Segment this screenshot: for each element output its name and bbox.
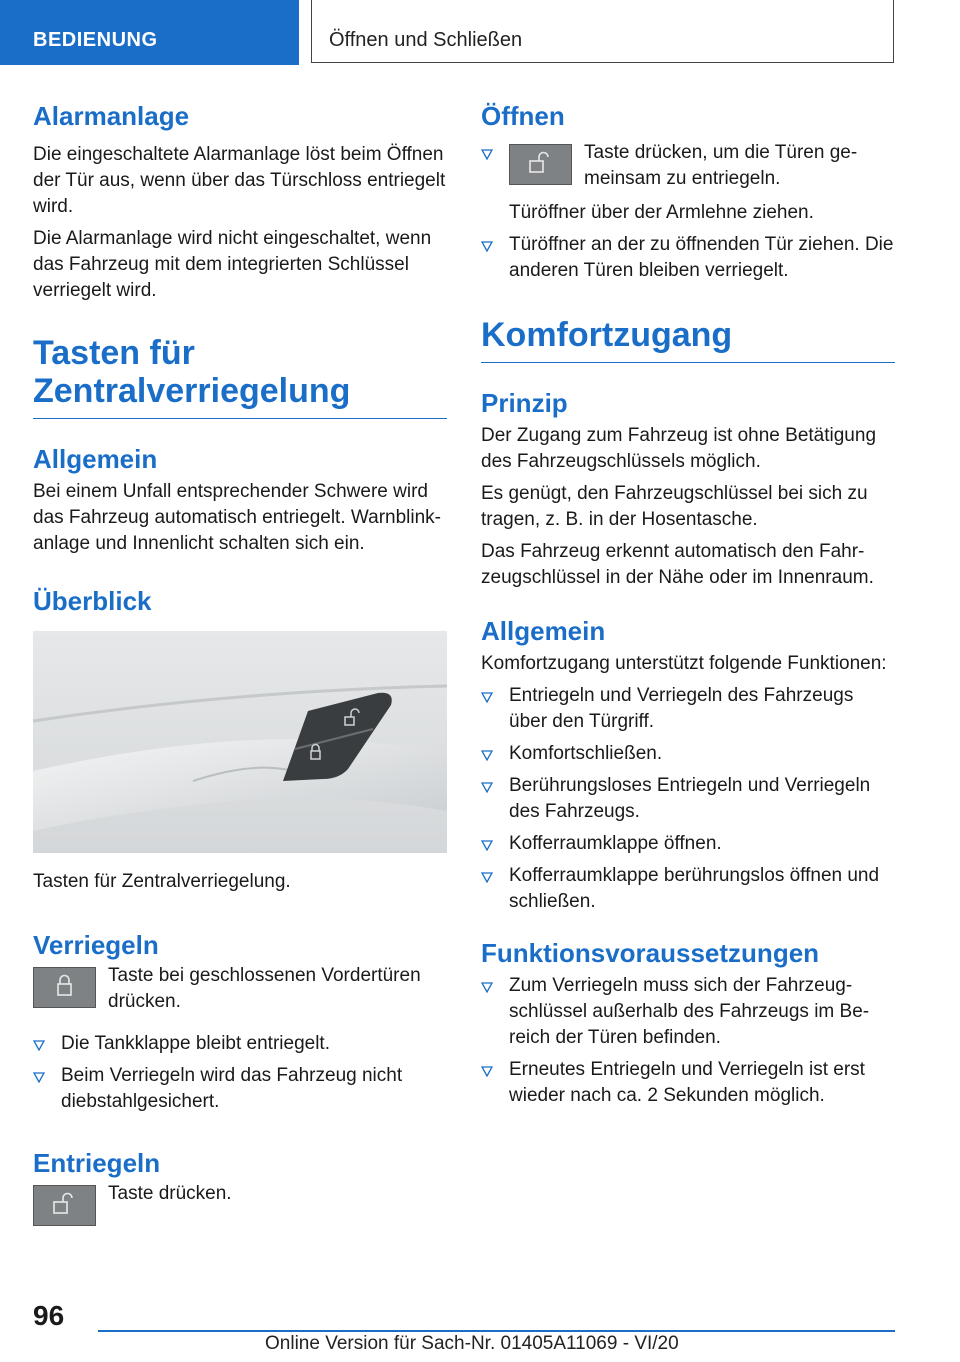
list-item: Komfortschließen.: [481, 741, 895, 767]
triangle-bullet-icon: [481, 871, 493, 883]
tasten-heading: [33, 334, 447, 419]
allgemein-heading-left: Allgemein: [33, 444, 158, 474]
verriegeln-block: [33, 963, 447, 1015]
verriegeln-paragraph: Taste bei geschlossenen Vordertüren drücken.: [108, 965, 421, 1012]
ueberblick-heading: Überblick: [33, 586, 152, 616]
unlock-icon: [510, 145, 571, 184]
prinzip-paragraph-3: Das Fahrzeug erkennt automatisch den Fahrzeugschlüssel in der Nähe oder im Innenraum.: [481, 541, 874, 588]
entriegeln-heading: Entriegeln: [33, 1148, 161, 1178]
komfort-heading: Komfortzugang: [481, 316, 895, 363]
header-section-tab: [0, 0, 299, 65]
oeffnen-heading: Öffnen: [481, 101, 565, 131]
unlock-icon: [34, 1186, 95, 1225]
header-chapter-label: Öffnen und Schließen: [329, 29, 523, 51]
list-item: [481, 140, 895, 226]
triangle-bullet-icon: [481, 981, 493, 993]
allgemein-heading-right: Allgemein: [481, 616, 606, 646]
header-chapter-box: [311, 0, 894, 63]
alarm-heading: Alarmanlage: [33, 101, 190, 131]
lock-icon: [34, 968, 95, 1007]
triangle-bullet-icon: [481, 749, 493, 761]
list-item: Kofferraumklappe berührungslos öffnen und schließen.: [481, 863, 895, 915]
triangle-bullet-icon: [481, 839, 493, 851]
tasten-heading-line2: Zentralverriegelung: [33, 372, 351, 410]
alarm-paragraph-1: Die eingeschaltete Alarmanlage löst beim Öffnen der Tür aus, wenn über das Türschloss entriegelt wird.: [33, 144, 446, 217]
left-column: [33, 100, 447, 1233]
triangle-bullet-icon: [481, 1065, 493, 1077]
verriegeln-heading: Verriegeln: [33, 930, 159, 960]
alarm-paragraph-2: Die Alarmanlage wird nicht eingeschaltet, wenn das Fahrzeug mit dem integrierten Schlüssel verriegelt wird.: [33, 228, 432, 301]
photo-caption: Tasten für Zentralverriegelung.: [33, 871, 291, 892]
allgemein-paragraph-right: Komfortzugang unterstützt folgende Funktionen:: [481, 653, 887, 674]
footer-divider: [98, 1330, 895, 1332]
oeffnen-bullet-1: Taste drücken, um die Türen gemeinsam zu entriegeln.: [584, 142, 858, 189]
allgemein-paragraph-left: Bei einem Unfall entsprechender Schwere wird das Fahrzeug automatisch entriegelt. Warnblinkanlage und Innenlicht schalten sich ein.: [33, 481, 441, 554]
triangle-bullet-icon: [481, 148, 493, 160]
list-item: Kofferraumklappe öffnen.: [481, 831, 895, 857]
unlock-button-icon: [509, 144, 572, 185]
triangle-bullet-icon: [481, 240, 493, 252]
tasten-heading-line1: Tasten für: [33, 334, 195, 372]
list-item: Berührungsloses Entriegeln und Verriegeln des Fahrzeugs.: [481, 773, 895, 825]
entriegeln-block: [33, 1181, 447, 1233]
list-item: Die Tankklappe bleibt entriegelt.: [33, 1031, 447, 1057]
unlock-button-icon: [33, 1185, 96, 1226]
footer-text: Online Version für Sach-Nr. 01405A11069 - VI/20: [265, 1333, 679, 1354]
list-item: Entriegeln und Verriegeln des Fahrzeugs über den Türgriff.: [481, 683, 895, 735]
funktions-heading: Funktionsvoraussetzungen: [481, 938, 820, 968]
list-item: Erneutes Entriegeln und Verriegeln ist erst wieder nach ca. 2 Sekunden möglich.: [481, 1057, 895, 1109]
door-panel-photo: [33, 631, 447, 853]
triangle-bullet-icon: [33, 1071, 45, 1083]
prinzip-paragraph-2: Es genügt, den Fahrzeugschlüssel bei sich zu tragen, z. B. in der Hosentasche.: [481, 483, 868, 530]
list-item: Beim Verriegeln wird das Fahrzeug nicht diebstahlgesichert.: [33, 1063, 447, 1115]
header-section-label: BEDIENUNG: [33, 29, 158, 51]
triangle-bullet-icon: [481, 691, 493, 703]
right-column: [481, 100, 895, 1109]
page-number: 96: [33, 1300, 65, 1331]
oeffnen-bullet-1-sub: Türöffner über der Armlehne ziehen.: [509, 202, 814, 223]
prinzip-heading: Prinzip: [481, 388, 568, 418]
prinzip-paragraph-1: Der Zugang zum Fahrzeug ist ohne Betätigung des Fahrzeugschlüssels möglich.: [481, 425, 877, 472]
triangle-bullet-icon: [481, 781, 493, 793]
list-item: Türöffner an der zu öffnenden Tür ziehen. Die anderen Türen bleiben verriegelt.: [481, 232, 895, 284]
entriegeln-paragraph: Taste drücken.: [108, 1183, 232, 1204]
list-item: Zum Verriegeln muss sich der Fahrzeugschlüssel außerhalb des Fahrzeugs im Bereich der Türen befinden.: [481, 973, 895, 1051]
triangle-bullet-icon: [33, 1039, 45, 1051]
lock-button-icon: [33, 967, 96, 1008]
